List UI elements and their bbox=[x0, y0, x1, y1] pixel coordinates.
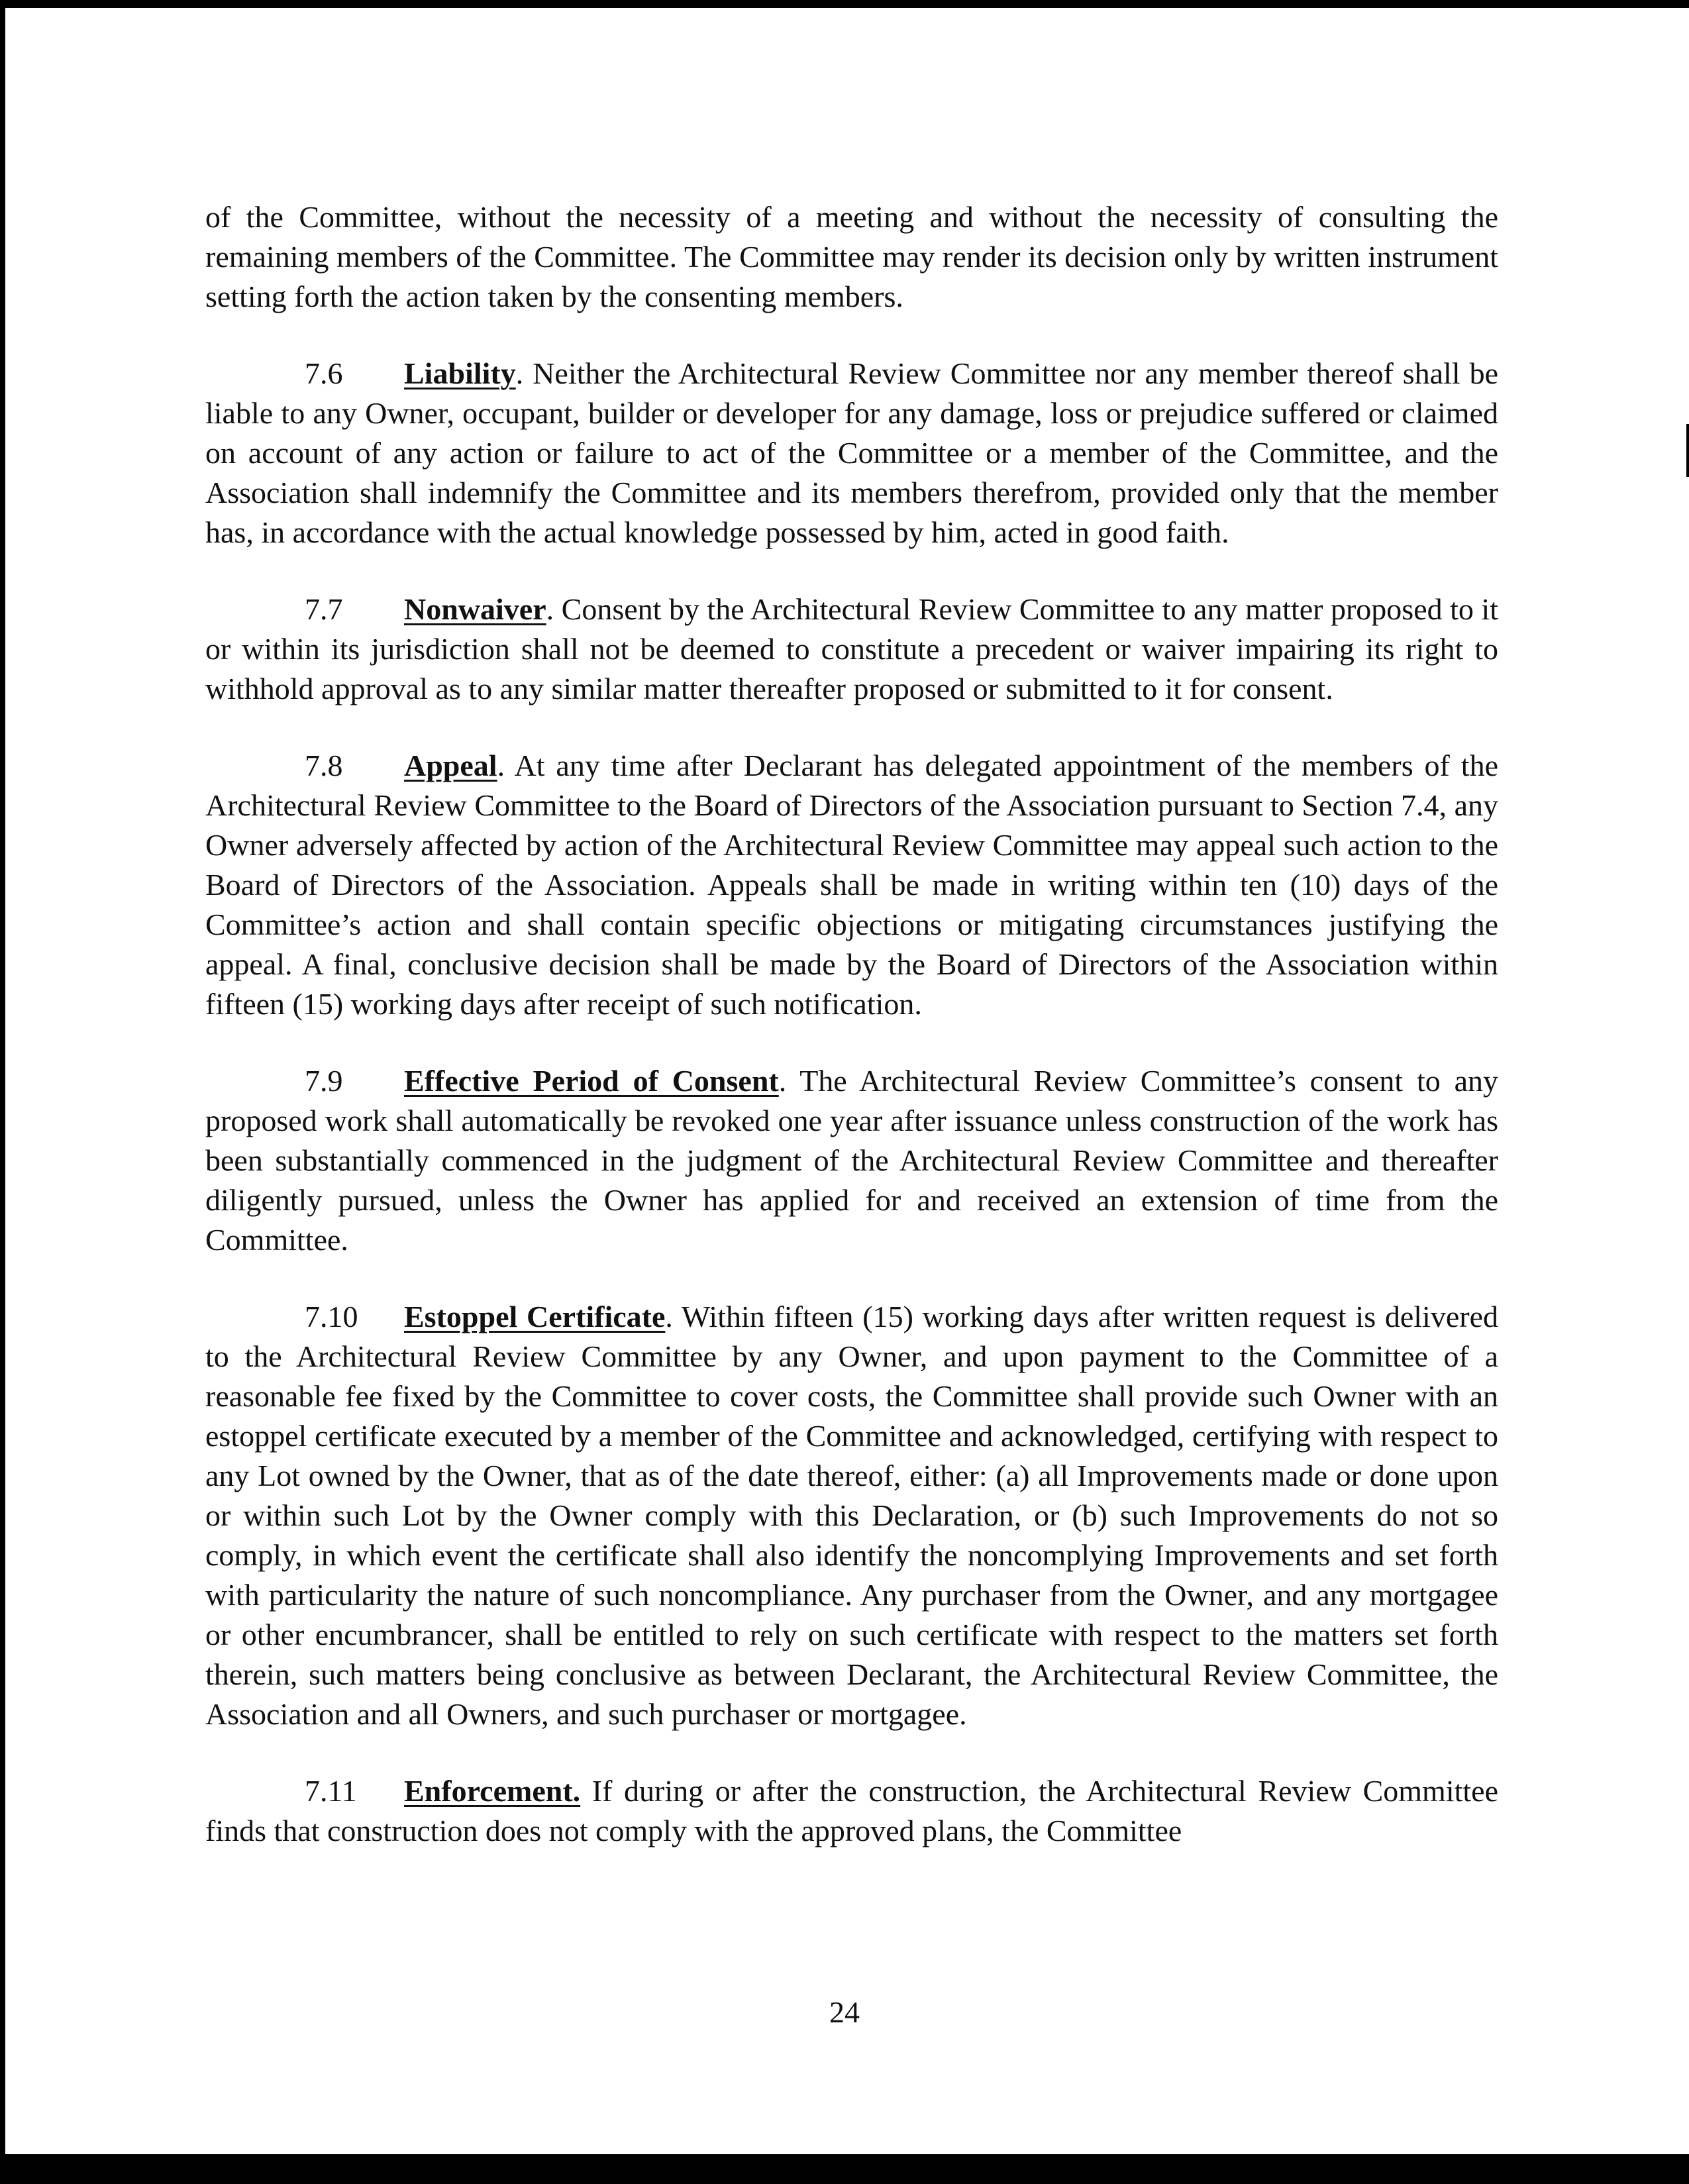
section-heading-punct: . bbox=[778, 1064, 787, 1098]
document-page bbox=[205, 197, 1498, 1888]
section-7-7 bbox=[205, 590, 1498, 709]
section-7-11 bbox=[205, 1771, 1498, 1851]
section-heading: Nonwaiver bbox=[404, 592, 546, 626]
section-heading: Effective Period of Consent bbox=[404, 1064, 779, 1098]
section-number: 7.8 bbox=[305, 749, 343, 782]
section-heading: Liability bbox=[404, 356, 516, 390]
section-heading: Enforcement. bbox=[404, 1774, 581, 1808]
section-7-6 bbox=[205, 354, 1498, 552]
section-number: 7.9 bbox=[305, 1064, 343, 1098]
scan-border-left bbox=[0, 0, 5, 2184]
page-number: 24 bbox=[829, 1995, 860, 2029]
section-heading-punct: . bbox=[665, 1300, 673, 1333]
section-text: Within fifteen (15) working days after written request is delivered to the Architectural Review Committee by any Owner, and upon payment to the Committee of a reasonable fee fixed by the Committee to cover costs, the Committee shall provide such Owner with an estoppel certificate executed by a member of the Committee and acknowledged, certifying with respect to any Lot owned by the Owner, that as of the date thereof, either: (a) all Improvements made or done upon or within such Lot by the Owner comply with this Declaration, or (b) such Improvements do not so comply, in which event the certificate shall also identify the noncomplying Improvements and set forth with particularity the nature of such noncompliance. Any purchaser from the Owner, and any mortgagee or other encumbrancer, shall be entitled to rely on such certificate with respect to the matters set forth therein, such matters being conclusive as between Declarant, the Architectural Review Committee, the Association and all Owners, and such purchaser or mortgagee. bbox=[205, 1300, 1498, 1731]
scan-mark-right bbox=[1686, 424, 1689, 477]
section-number: 7.10 bbox=[305, 1300, 358, 1333]
continuation-paragraph: of the Committee, without the necessity of a meeting and without the necessity of consulting the remaining members of the Committee. The Committee may render its decision only by written instrument setting forth the action taken by the consenting members. bbox=[205, 200, 1498, 313]
section-text: At any time after Declarant has delegated appointment of the members of the Architectural Review Committee to the Board of Directors of the Association pursuant to Section 7.4, any Owner adversely affected by action of the Architectural Review Committee may appeal such action to the Board of Directors of the Association. Appeals shall be made in writing within ten (10) days of the Committee’s action and shall contain specific objections or mitigating circumstances justifying the appeal. A final, conclusive decision shall be made by the Board of Directors of the Association within fifteen (15) working days after receipt of such notification. bbox=[205, 749, 1498, 1021]
section-number: 7.11 bbox=[305, 1774, 357, 1808]
section-text: If during or after the construction, the Architectural Review Committee finds that construction does not comply with the approved plans, the Committee bbox=[205, 1774, 1498, 1847]
scan-border-top bbox=[0, 0, 1689, 8]
scan-border-bottom bbox=[0, 2154, 1689, 2184]
section-heading: Estoppel Certificate bbox=[404, 1300, 666, 1333]
section-heading-punct: . bbox=[515, 356, 524, 390]
section-number: 7.6 bbox=[305, 356, 343, 390]
section-7-8 bbox=[205, 746, 1498, 1024]
section-number: 7.7 bbox=[305, 592, 343, 626]
section-heading: Appeal bbox=[404, 749, 497, 782]
section-heading-punct: . bbox=[546, 592, 554, 626]
section-7-9 bbox=[205, 1061, 1498, 1260]
section-text: Consent by the Architectural Review Committee to any matter proposed to it or within its jurisdiction shall not be deemed to constitute a precedent or waiver impairing its right to withhold approval as to any similar matter thereafter proposed or submitted to it for consent. bbox=[205, 592, 1498, 705]
section-heading-punct: . bbox=[497, 749, 505, 782]
section-7-10 bbox=[205, 1297, 1498, 1734]
section-text: The Architectural Review Committee’s consent to any proposed work shall automatically be revoked one year after issuance unless construction of the work has been substantially commenced in the judgment of the Architectural Review Committee and thereafter diligently pursued, unless the Owner has applied for and received an extension of time from the Committee. bbox=[205, 1064, 1498, 1257]
section-text: Neither the Architectural Review Committee nor any member thereof shall be liable to any Owner, occupant, builder or developer for any damage, loss or prejudice suffered or claimed on account of any action or failure to act of the Committee or a member of the Committee, and the Association shall indemnify the Committee and its members therefrom, provided only that the member has, in accordance with the actual knowledge possessed by him, acted in good faith. bbox=[205, 356, 1498, 549]
